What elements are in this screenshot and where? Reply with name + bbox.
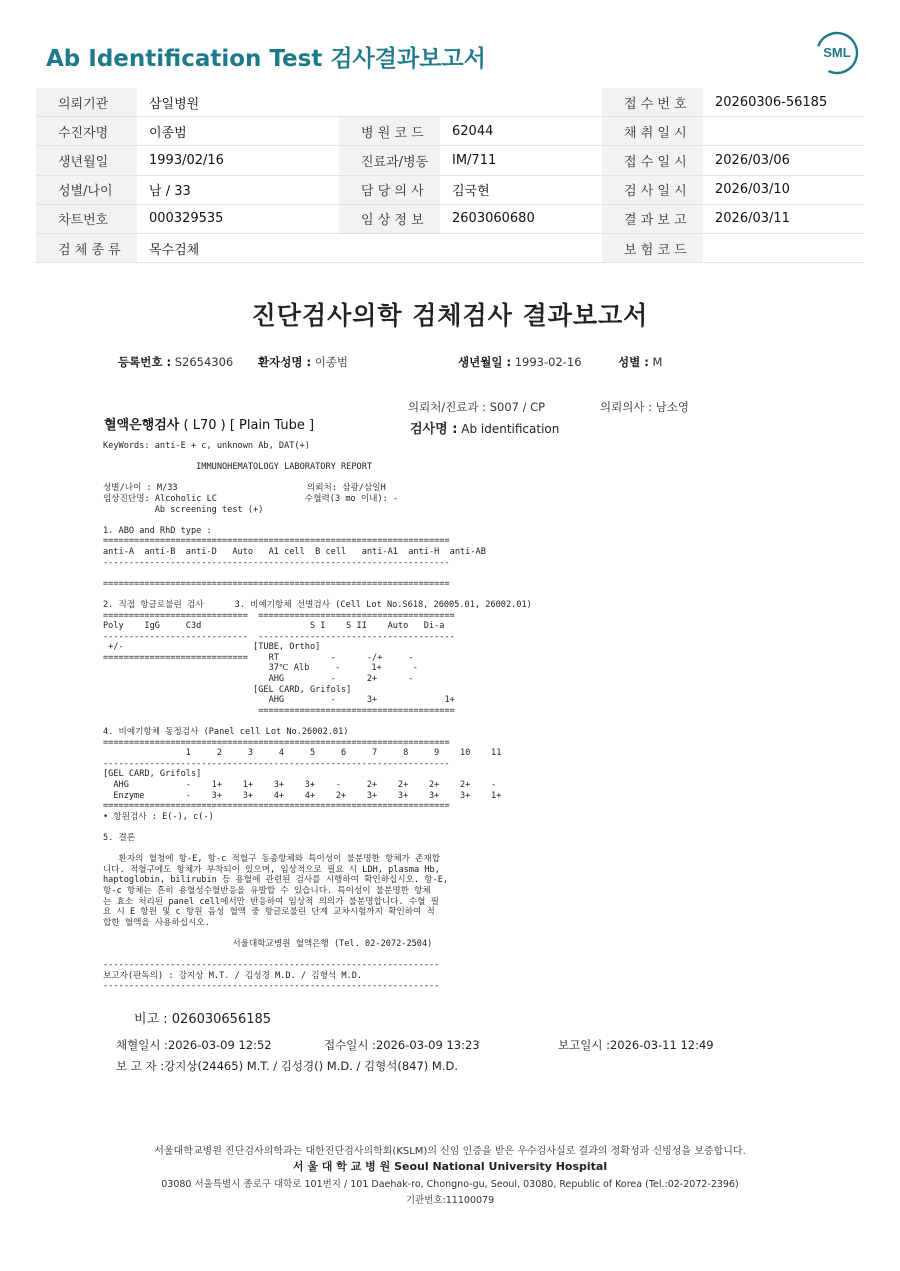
value-test-date: 2026/03/10 — [703, 175, 864, 204]
registration-info — [118, 354, 233, 370]
hospital-name — [0, 1158, 900, 1174]
patient-name-value: 이종범 — [314, 355, 349, 369]
table-row — [36, 175, 864, 204]
label-sex-age: 성별/나이 — [36, 175, 137, 204]
hospital-address: 03080 서울특별시 종로구 대학로 101번지 / 101 Daehak-ro, Chongno-gu, Seoul, 03080, Republic of Korea (Tel.:02-2072-2396) — [161, 1179, 739, 1190]
reg-no-label: 등록번호 : — [118, 355, 172, 369]
value-clinical-info: 2603060680 — [440, 204, 602, 233]
label-test-date: 검 사 일 시 — [602, 175, 703, 204]
immunohematology-report-body: KeyWords: anti-E + c, unknown Ab, DAT(+) IMMUNOHEMATOLOGY LABORATORY REPORT 성별/나이 : M/33 의뢰처: 삼광/삼일H 임상진단명: Alcoholic LC 수혈력(3 mo 이내): - Ab screening test (+) 1. ABO and RhD type : =================================================================== anti-A anti-B anti-D Auto A1 cell B cell anti-A1 anti-H anti-AB ------------------------------------------------------------------- =================================================================== 2. 직접 항글로불린 검사 3. 비예기항체 선별검사 (Cell Lot No.S618, 26005.01, 26002.01) ============================ ====================================== Poly IgG C3d S I S II Auto Di-a ---------------------------- -------------------------------------- +/- [TUBE, Ortho] ============================ RT - -/+ - 37℃ Alb - 1+ - AHG - 2+ - [GEL CARD, Grifols] AHG - 3+ 1+ ====================================== 4. 비예기항체 동정검사 (Panel cell Lot No.26002.01) =================================================================== 1 2 3 4 5 6 7 8 9 10 11 ------------------------------------------------------------------- [GEL CARD, Grifols] AHG - 1+ 1+ 3+ 3+ - 2+ 2+ 2+ 2+ - Enzyme - 3+ 3+ 4+ 4+ 2+ 3+ 3+ 3+ 3+ 1+ =================================================================== • 항원검사 : E(-), c(-) 5. 결론 환자의 혈청에 항-E, 항-c 적혈구 동종항체와 특이성이 불분명한 항체가 존재합 니다. 적혈구에도 항체가 부착되어 있으며, 임상적으로 필요 시 LDH, plasma Hb, haptoglobin, bilirubin 등 용혈에 관련된 검사를 시행하여 확인하십시오. 항-E, 항-c 항체는 흔히 용혈성수혈반응을 유발할 수 있습니다. 특이성이 불분명한 항체 는 효소 처리된 panel cell에서만 반응하여 임상적 의의가 불분명합니다. 수혈 필 요 시 E 항원 및 c 항원 음성 혈액 중 항글로불린 단계 교차시험까지 확인하여 적 합한 혈액을 사용하십시오. 서울대학교병원 혈액은행 (Tel. 02-2072-2504) ----------------------------------------------------------------- 보고자(판독의) : 강지상 M.T. / 김성경 M.D. / 김형석 M.D. ----------------------------------------------------------------- — [103, 441, 532, 992]
reporter-info — [116, 1058, 458, 1074]
label-attending-doctor: 담 당 의 사 — [339, 175, 440, 204]
logo-text: SML — [823, 45, 851, 60]
table-row — [36, 88, 864, 117]
report-value: 2026-03-11 12:49 — [609, 1038, 714, 1052]
sml-logo-icon — [812, 28, 862, 78]
label-chart-no: 차트번호 — [36, 204, 137, 233]
reporter-value: 강지상(24465) M.T. / 김성경() M.D. / 김형석(847) M.D. — [164, 1059, 459, 1073]
value-requesting-org: 삼일병원 — [137, 88, 339, 117]
remark-value: 026030656185 — [171, 1012, 272, 1027]
dob-info — [458, 354, 582, 370]
section-title-bold: 혈액은행검사 — [104, 418, 180, 433]
exam-label: 검사명 : — [410, 422, 458, 437]
remark-label: 비고 : — [134, 1012, 168, 1027]
report-header-title: Ab Identification Test 검사결과보고서 — [46, 46, 486, 72]
empty-cell — [440, 233, 602, 262]
table-row — [36, 146, 864, 175]
patient-name-label: 환자성명 : — [258, 355, 312, 369]
sex-value: M — [652, 355, 663, 369]
value-patient-name: 이종범 — [137, 117, 339, 146]
value-receipt-date: 2026/03/06 — [703, 146, 864, 175]
patient-name-info — [258, 354, 348, 370]
label-result-report: 결 과 보 고 — [602, 204, 703, 233]
table-row — [36, 117, 864, 146]
label-specimen-type: 검 체 종 류 — [36, 233, 137, 262]
label-insurance-code: 보 험 코 드 — [602, 233, 703, 262]
collection-value: 2026-03-09 12:52 — [167, 1038, 272, 1052]
remark — [134, 1008, 271, 1027]
empty-cell — [339, 88, 440, 117]
receipt-datetime — [324, 1037, 480, 1053]
institution-number: 기관번호:11100079 — [405, 1195, 495, 1206]
blood-bank-section-title — [104, 414, 314, 433]
value-birth-date: 1993/02/16 — [137, 146, 339, 175]
exam-name-info — [410, 418, 559, 437]
value-department-ward: IM/711 — [440, 146, 602, 175]
patient-info-table — [36, 88, 864, 263]
hospital-name-ko: 서 울 대 학 교 병 원 — [292, 1160, 391, 1173]
collection-datetime — [116, 1037, 272, 1053]
label-department-ward: 진료과/병동 — [339, 146, 440, 175]
collection-label: 채혈일시 : — [116, 1038, 168, 1052]
empty-cell — [440, 88, 602, 117]
hospital-name-en: Seoul National University Hospital — [394, 1160, 608, 1173]
dob-label: 생년월일 : — [458, 355, 512, 369]
receipt-label: 접수일시 : — [324, 1038, 376, 1052]
value-result-report: 2026/03/11 — [703, 204, 864, 233]
table-row — [36, 233, 864, 262]
value-sex-age: 남 / 33 — [137, 175, 339, 204]
section-title-rest: ( L70 ) [ Plain Tube ] — [183, 418, 315, 433]
table-row — [36, 204, 864, 233]
requesting-doctor-info: 의뢰의사 : 남소영 — [600, 400, 689, 414]
label-receipt-date: 접 수 일 시 — [602, 146, 703, 175]
label-clinical-info: 임 상 정 보 — [339, 204, 440, 233]
value-attending-doctor: 김국현 — [440, 175, 602, 204]
value-chart-no: 000329535 — [137, 204, 339, 233]
value-specimen-type: 목수검체 — [137, 233, 339, 262]
label-hospital-code: 병 원 코 드 — [339, 117, 440, 146]
dob-value: 1993-02-16 — [514, 355, 582, 369]
value-insurance-code — [703, 233, 864, 262]
label-birth-date: 생년월일 — [36, 146, 137, 175]
report-datetime — [558, 1037, 714, 1053]
value-hospital-code: 62044 — [440, 117, 602, 146]
exam-value: Ab identification — [461, 422, 560, 436]
value-collection-datetime — [703, 117, 864, 146]
label-requesting-org: 의뢰기관 — [36, 88, 137, 117]
report-main-title: 진단검사의학 검체검사 결과보고서 — [251, 301, 649, 330]
requester-info: 의뢰처/진료과 : S007 / CP — [408, 400, 546, 414]
report-label: 보고일시 : — [558, 1038, 610, 1052]
certification-statement: 서울대학교병원 진단검사의학과는 대한진단검사의학회(KSLM)의 신임 인증을 받은 우수검사실로 결과의 정확성과 신빙성을 보증합니다. — [154, 1146, 746, 1157]
empty-cell — [339, 233, 440, 262]
label-collection-datetime: 채 취 일 시 — [602, 117, 703, 146]
reporter-label: 보 고 자 : — [116, 1059, 165, 1073]
label-receipt-no: 접 수 번 호 — [602, 88, 703, 117]
receipt-value: 2026-03-09 13:23 — [375, 1038, 480, 1052]
sex-label: 성별 : — [618, 355, 649, 369]
reg-no-value: S2654306 — [174, 355, 234, 369]
label-patient-name: 수진자명 — [36, 117, 137, 146]
sex-info — [618, 354, 662, 370]
value-receipt-no: 20260306-56185 — [703, 88, 864, 117]
